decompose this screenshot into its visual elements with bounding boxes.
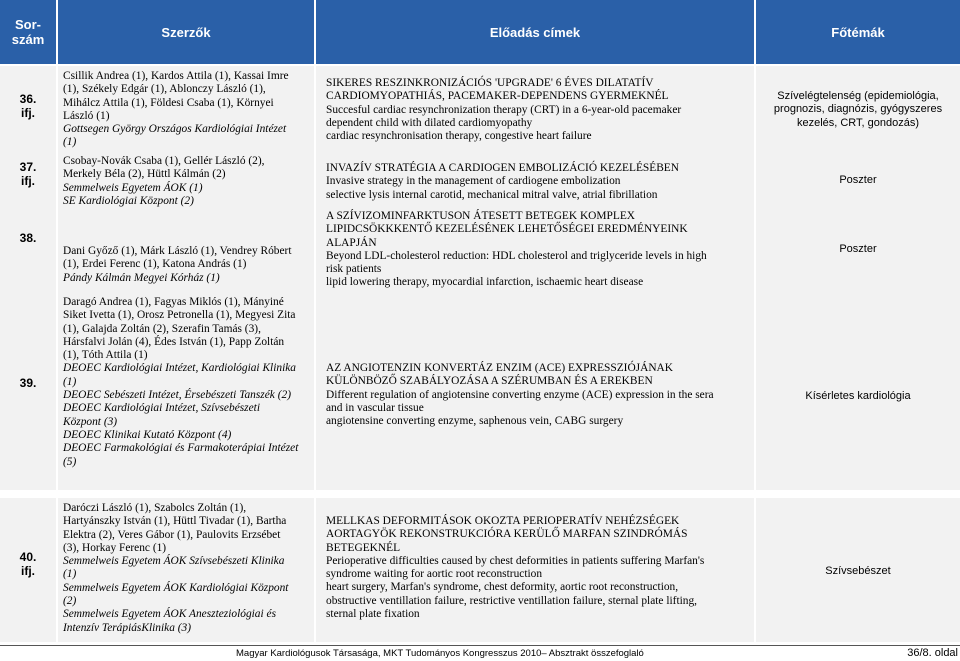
header-topic-label: Főtémák	[831, 24, 885, 40]
author-name-line: (1), Tóth Attila (1)	[63, 349, 148, 362]
title-line: Different regulation of angiotensine converting enzyme (ACE) expression in the sera	[326, 388, 714, 401]
author-name-line: Hartyánszky István (1), Hüttl Tivadar (1), Bartha	[63, 515, 287, 528]
author-affiliation-line: Semmelweis Egyetem ÁOK Aneszteziológiai és	[63, 608, 277, 621]
author-name-line: (1), Székely Edgár (1), Ablonczy László (1),	[63, 83, 266, 96]
page-footer	[0, 645, 960, 660]
row-topic: Kísérletes kardiológia	[805, 390, 911, 402]
author-name-line: (1), Erdei Ferenc (1), Katona András (1)	[63, 258, 247, 271]
row-number: 39.	[19, 376, 37, 390]
title-line: obstructive ventillation failure, restrictive ventillation failure, sternal plate lifting,	[326, 594, 698, 607]
author-affiliation-line: Gottsegen György Országos Kardiológiai Intézet	[63, 123, 287, 136]
header-authors-label: Szerzők	[161, 24, 211, 40]
row-title	[326, 362, 714, 428]
row-title	[326, 515, 704, 621]
author-affiliation-line: Semmelweis Egyetem ÁOK Szívsebészeti Klinika	[63, 555, 285, 568]
title-line: ALAPJÁN	[326, 236, 377, 249]
author-name-line: Daróczi László (1), Szabolcs Zoltán (1),	[63, 502, 247, 514]
row-topic: Poszter	[839, 174, 877, 186]
author-affiliation-line: Semmelweis Egyetem ÁOK (1)	[63, 181, 203, 194]
title-line: CARDIOMYOPATHIÁS, PACEMAKER-DEPENDENS GYERMEKNÉL	[326, 90, 669, 103]
header-title	[316, 0, 754, 64]
footer-congress: Magyar Kardiológusok Társasága, MKT Tudományos Kongresszus 2010– Absztrakt összefoglaló	[236, 648, 644, 659]
row-topic: Szívsebészet	[825, 565, 891, 577]
title-line: angiotensine converting enzyme, saphenous vein, CABG surgery	[326, 415, 624, 428]
title-line: sternal plate fixation	[326, 608, 420, 621]
row-authors	[63, 245, 292, 285]
header-num	[0, 0, 56, 64]
title-line: A SZÍVIZOMINFARKTUSON ÁTESETT BETEGEK KOMPLEX	[326, 210, 636, 222]
title-line: BETEGEKNÉL	[326, 541, 401, 554]
author-affiliation-line: DEOEC Kardiológiai Intézet, Szívsebészeti	[63, 402, 260, 415]
title-line: lipid lowering therapy, myocardial infarction, ischaemic heart disease	[326, 276, 644, 289]
title-line: dependent child with dilated cardiomyopathy	[326, 116, 533, 129]
row-topic: Szívelégtelenség (epidemiológia, prognozis, diagnózis, gyógyszeres kezelés, CRT, gondozás)	[773, 90, 943, 129]
title-line: AZ ANGIOTENZIN KONVERTÁZ ENZIM (ACE) EXPRESSZIÓJÁNAK	[326, 362, 674, 374]
row-title	[326, 210, 707, 290]
header-title-label: Előadás címek	[489, 24, 581, 40]
author-name-line: Elektra (2), Veres Gábor (1), Paulovits Erzsébet	[63, 528, 281, 541]
author-affiliation-line: Semmelweis Egyetem ÁOK Kardiológiai Központ	[63, 581, 289, 594]
author-name-line: Hársfalvi Jolán (4), Édes István (1), Papp Zoltán	[63, 335, 285, 348]
row-authors	[63, 70, 289, 150]
title-line: and in vascular tissue	[326, 401, 424, 414]
title-line: Succesful cardiac resynchronization therapy (CRT) in a 6-year-old pacemaker	[326, 103, 682, 116]
title-line: Perioperative difficulties caused by chest deformities in patients suffering Marfan's	[326, 554, 705, 567]
row-number: 37. ifj.	[19, 160, 37, 188]
title-line: KÜLÖNBÖZŐ SZABÁLYOZÁSA A SZÉRUMBAN ÉS A EREKBEN	[326, 375, 653, 388]
band-num	[0, 66, 56, 490]
author-affiliation-line: Intenzív TerápiásKlinika (3)	[63, 621, 192, 634]
author-name-line: Csillik Andrea (1), Kardos Attila (1), Kassai Imre	[63, 70, 289, 82]
title-line: MELLKAS DEFORMITÁSOK OKOZTA PERIOPERATÍV NEHÉZSÉGEK	[326, 515, 680, 527]
author-name-line: Daragó Andrea (1), Fagyas Miklós (1), Mányiné	[63, 296, 284, 308]
author-name-line: Dani Győző (1), Márk László (1), Vendrey Róbert	[63, 245, 292, 257]
author-affiliation-line: DEOEC Sebészeti Intézet, Érsebészeti Tanszék (2)	[63, 389, 291, 402]
author-affiliation-line: DEOEC Kardiológiai Intézet, Kardiológiai Klinika	[63, 362, 296, 375]
title-line: selective lysis internal carotid, mechanical mitral valve, atrial fibrillation	[326, 188, 658, 201]
row-authors	[63, 502, 288, 635]
row-topic: Poszter	[839, 243, 877, 255]
author-affiliation-line: DEOEC Farmakológiai és Farmakoterápiai Intézet	[63, 442, 299, 455]
author-name-line: Mihálcz Attila (1), Földesi Csaba (1), Környei	[63, 96, 274, 109]
title-line: cardiac resynchronisation therapy, congestive heart failure	[326, 130, 592, 143]
header-topic	[756, 0, 960, 64]
header-num-label: Sor- szám	[11, 17, 45, 47]
title-line: syndrome waiting for aortic root reconstruction	[326, 568, 543, 581]
row-title	[326, 162, 679, 202]
row-number: 40. ifj.	[19, 550, 37, 578]
row-authors	[63, 155, 265, 208]
author-affiliation-line: SE Kardiológiai Központ (2)	[63, 194, 194, 207]
author-affiliation-line: (1)	[63, 568, 77, 581]
author-name-line: (3), Horkay Ferenc (1)	[63, 541, 167, 554]
row-authors	[63, 296, 298, 469]
author-name-line: Siket Ivetta (1), Orosz Petronella (1), Megyesi Zita	[63, 309, 296, 322]
footer-page-number: 36/8. oldal	[907, 647, 958, 659]
author-affiliation-line: DEOEC Klinikai Kutató Központ (4)	[63, 428, 232, 441]
author-affiliation-line: (1)	[63, 136, 77, 149]
row-number: 38.	[19, 231, 37, 245]
title-line: INVAZÍV STRATÉGIA A CARDIOGEN EMBOLIZÁCIÓ KEZELÉSÉBEN	[326, 162, 679, 174]
author-name-line: Csobay-Novák Csaba (1), Gellér László (2),	[63, 155, 265, 167]
row-title	[326, 77, 681, 143]
author-name-line: László (1)	[63, 109, 110, 122]
author-name-line: (1), Galajda Zoltán (2), Szerafin Tamás (3),	[63, 322, 261, 335]
title-line: risk patients	[326, 263, 382, 276]
title-line: LIPIDCSÖKKKENTŐ KEZELÉSÉNEK LEHETŐSÉGEI EREDMÉNYEINK	[326, 223, 688, 236]
title-line: heart surgery, Marfan's syndrome, chest deformity, aortic root reconstruction,	[326, 581, 679, 594]
title-line: Beyond LDL-cholesterol reduction: HDL cholesterol and triglyceride levels in high	[326, 249, 707, 262]
author-affiliation-line: Központ (3)	[63, 415, 118, 428]
author-affiliation-line: (1)	[63, 375, 77, 388]
author-affiliation-line: Pándy Kálmán Megyei Kórház (1)	[63, 271, 220, 284]
row-number: 36. ifj.	[19, 92, 37, 120]
title-line: AORTAGYÖK REKONSTRUKCIÓRA KERÜLŐ MARFAN SZINDRÓMÁS	[326, 528, 688, 541]
header-authors	[58, 0, 314, 64]
author-name-line: Merkely Béla (2), Hüttl Kálmán (2)	[63, 168, 226, 181]
author-affiliation-line: (5)	[63, 455, 77, 468]
title-line: Invasive strategy in the management of cardiogene embolization	[326, 175, 621, 188]
title-line: SIKERES RESZINKRONIZÁCIÓS 'UPGRADE' 6 ÉVES DILATATÍV	[326, 77, 654, 89]
author-affiliation-line: (2)	[63, 595, 77, 608]
